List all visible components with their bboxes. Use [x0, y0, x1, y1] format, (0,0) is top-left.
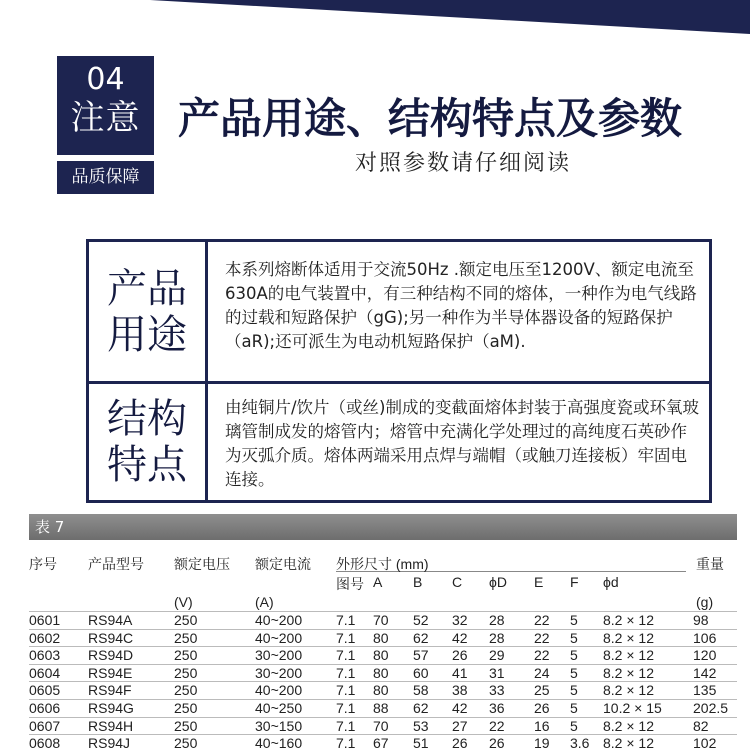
table-cell-voltage: 250	[174, 612, 198, 628]
table-cell-weight: 142	[693, 664, 717, 681]
table-caption-bar: 表 7	[29, 514, 737, 540]
table-cell-model: RS94F	[88, 682, 132, 699]
table-cell-b: 52	[413, 612, 429, 628]
table-cell-model: RS94D	[88, 647, 134, 664]
table-cell-voltage: 250	[174, 682, 198, 699]
table-cell-f: 5	[570, 612, 578, 628]
table-cell-model: RS94J	[88, 735, 131, 751]
table-cell-phi-d-small: 8.2 × 12	[603, 612, 654, 628]
table-cell-current: 40~200	[255, 629, 303, 646]
table-row-divider	[29, 734, 737, 735]
table-cell-weight: 106	[693, 629, 717, 646]
table-cell-voltage: 250	[174, 735, 198, 751]
info-row-structure	[89, 384, 709, 500]
table-cell-voltage: 250	[174, 700, 198, 716]
info-box	[86, 239, 712, 503]
table-cell-seq: 0603	[29, 647, 61, 664]
table-row-divider	[29, 699, 737, 700]
col-header-figure: 图号	[336, 576, 364, 592]
page-title: 产品用途、结构特点及参数	[178, 94, 683, 143]
table-row-divider	[29, 611, 737, 612]
table-cell-e: 26	[534, 700, 550, 716]
table-cell-phi-d-small: 10.2 × 15	[603, 700, 662, 716]
section-sub-label: 品质保障	[57, 161, 154, 194]
table-cell-figure: 7.1	[336, 664, 356, 681]
table-cell-voltage: 250	[174, 629, 198, 646]
table-cell-phi-d: 31	[489, 664, 505, 681]
table-cell-c: 42	[452, 629, 468, 646]
table-cell-f: 5	[570, 647, 578, 664]
table-cell-a: 80	[373, 629, 389, 646]
table-cell-weight: 82	[693, 717, 709, 734]
table-cell-b: 62	[413, 629, 429, 646]
table-cell-voltage: 250	[174, 664, 198, 681]
info-label-line: 产品	[107, 265, 187, 312]
info-row-usage	[89, 242, 709, 384]
col-header-phi-d-small: ϕd	[603, 574, 619, 590]
table-cell-c: 27	[452, 717, 468, 734]
table-cell-figure: 7.1	[336, 612, 356, 628]
table-cell-figure: 7.1	[336, 735, 356, 751]
table-cell-figure: 7.1	[336, 682, 356, 699]
table-cell-model: RS94H	[88, 717, 134, 734]
table-cell-current: 40~250	[255, 700, 303, 716]
table-cell-seq: 0601	[29, 612, 61, 628]
table-cell-phi-d-small: 8.2 × 12	[603, 717, 654, 734]
table-cell-f: 5	[570, 629, 578, 646]
table-cell-phi-d-small: 8.2 × 12	[603, 647, 654, 664]
info-label-line: 特点	[107, 442, 187, 488]
table-cell-phi-d-small: 8.2 × 12	[603, 682, 654, 699]
table-cell-current: 40~200	[255, 682, 303, 699]
table-cell-e: 22	[534, 612, 550, 628]
table-row-divider	[29, 629, 737, 630]
section-number: 04	[86, 62, 125, 97]
table-cell-phi-d: 29	[489, 647, 505, 664]
top-decorative-band	[0, 0, 750, 40]
table-cell-a: 70	[373, 612, 389, 628]
table-cell-model: RS94C	[88, 629, 134, 646]
table-cell-seq: 0606	[29, 700, 61, 716]
table-cell-phi-d: 28	[489, 612, 505, 628]
table-cell-e: 19	[534, 735, 550, 751]
table-cell-figure: 7.1	[336, 717, 356, 734]
table-cell-c: 38	[452, 682, 468, 699]
table-cell-seq: 0607	[29, 717, 61, 734]
table-cell-seq: 0608	[29, 735, 61, 751]
table-cell-a: 80	[373, 664, 389, 681]
table-cell-c: 32	[452, 612, 468, 628]
table-cell-weight: 202.5	[693, 700, 729, 716]
col-header-f: F	[570, 574, 579, 590]
table-cell-current: 40~160	[255, 735, 303, 751]
table-cell-f: 5	[570, 717, 578, 734]
col-header-voltage: 额定电压	[174, 556, 230, 572]
table-cell-voltage: 250	[174, 647, 198, 664]
col-header-b: B	[413, 574, 423, 590]
table-cell-c: 26	[452, 735, 468, 751]
table-cell-c: 42	[452, 700, 468, 716]
col-header-c: C	[452, 574, 463, 590]
table-cell-current: 30~200	[255, 664, 303, 681]
info-text-usage: 本系列熔断体适用于交流50Hz .额定电压至1200V、额定电流至630A的电气装置中，有三种结构不同的熔体，一种作为电气线路的过载和短路保护（gG);另一种作为半导体器设备的短路保护（aR);还可派生为电动机短路保护（aM).	[225, 260, 697, 351]
table-cell-current: 30~150	[255, 717, 303, 734]
table-cell-a: 88	[373, 700, 389, 716]
table-cell-b: 51	[413, 735, 429, 751]
col-header-model: 产品型号	[88, 556, 144, 572]
info-label-line: 用途	[107, 311, 187, 358]
table-cell-a: 80	[373, 647, 389, 664]
table-cell-f: 5	[570, 664, 578, 681]
info-label-usage	[89, 242, 208, 381]
table-cell-c: 26	[452, 647, 468, 664]
table-cell-current: 30~200	[255, 647, 303, 664]
col-header-dims: 外形尺寸 (mm)	[336, 556, 429, 572]
table-cell-seq: 0602	[29, 629, 61, 646]
col-header-weight: 重量	[696, 556, 724, 572]
table-cell-f: 5	[570, 700, 578, 716]
table-cell-e: 24	[534, 664, 550, 681]
table-row-divider	[29, 681, 737, 682]
table-cell-phi-d: 36	[489, 700, 505, 716]
table-row-divider	[29, 664, 737, 665]
table-cell-a: 67	[373, 735, 389, 751]
table-cell-phi-d-small: 8.2 × 12	[603, 664, 654, 681]
table-cell-b: 62	[413, 700, 429, 716]
table-cell-e: 22	[534, 647, 550, 664]
table-row-divider	[29, 646, 737, 647]
unit-weight: (g)	[696, 594, 714, 610]
table-cell-model: RS94A	[88, 612, 133, 628]
table-cell-a: 70	[373, 717, 389, 734]
table-cell-model: RS94E	[88, 664, 133, 681]
table-cell-e: 22	[534, 629, 550, 646]
col-header-e: E	[534, 574, 544, 590]
table-cell-phi-d: 33	[489, 682, 505, 699]
col-header-seq: 序号	[29, 556, 57, 572]
unit-voltage: (V)	[174, 594, 193, 610]
table-cell-seq: 0605	[29, 682, 61, 699]
table-cell-phi-d-small: 8.2 × 12	[603, 629, 654, 646]
table-cell-a: 80	[373, 682, 389, 699]
unit-current: (A)	[255, 594, 274, 610]
table-row-divider	[29, 717, 737, 718]
table-cell-weight: 120	[693, 647, 717, 664]
table-cell-weight: 102	[693, 735, 717, 751]
info-label-line: 结构	[107, 396, 187, 442]
table-cell-f: 5	[570, 682, 578, 699]
table-cell-phi-d-small: 8.2 × 12	[603, 735, 654, 751]
info-label-structure	[89, 384, 208, 500]
table-cell-voltage: 250	[174, 717, 198, 734]
page-subtitle: 对照参数请仔细阅读	[354, 151, 571, 176]
col-header-current: 额定电流	[255, 556, 311, 572]
table-cell-e: 16	[534, 717, 550, 734]
table-cell-b: 57	[413, 647, 429, 664]
table-cell-seq: 0604	[29, 664, 61, 681]
table-cell-c: 41	[452, 664, 468, 681]
table-cell-weight: 135	[693, 682, 717, 699]
table-cell-e: 25	[534, 682, 550, 699]
table-cell-figure: 7.1	[336, 700, 356, 716]
table-cell-phi-d: 22	[489, 717, 505, 734]
table-cell-b: 53	[413, 717, 429, 734]
col-header-a: A	[373, 574, 383, 590]
table-cell-b: 60	[413, 664, 429, 681]
table-cell-figure: 7.1	[336, 647, 356, 664]
table-cell-weight: 98	[693, 612, 709, 628]
col-header-phi-d: ϕD	[489, 574, 507, 590]
info-text-structure: 由纯铜片/饮片（或丝)制成的变截面熔体封装于高强度瓷或环氧玻璃管制成发的熔管内；熔管中充满化学处理过的高纯度石英砂作为灭弧介质。熔体两端采用点焊与端帽（或触刀连接板）牢固电连接。	[225, 398, 699, 489]
table-cell-b: 58	[413, 682, 429, 699]
section-badge	[57, 56, 154, 155]
table-cell-phi-d: 28	[489, 629, 505, 646]
table-cell-current: 40~200	[255, 612, 303, 628]
table-cell-f: 3.6	[570, 735, 590, 751]
table-cell-model: RS94G	[88, 700, 134, 716]
table-cell-phi-d: 26	[489, 735, 505, 751]
table-cell-figure: 7.1	[336, 629, 356, 646]
section-word: 注意	[70, 98, 141, 138]
